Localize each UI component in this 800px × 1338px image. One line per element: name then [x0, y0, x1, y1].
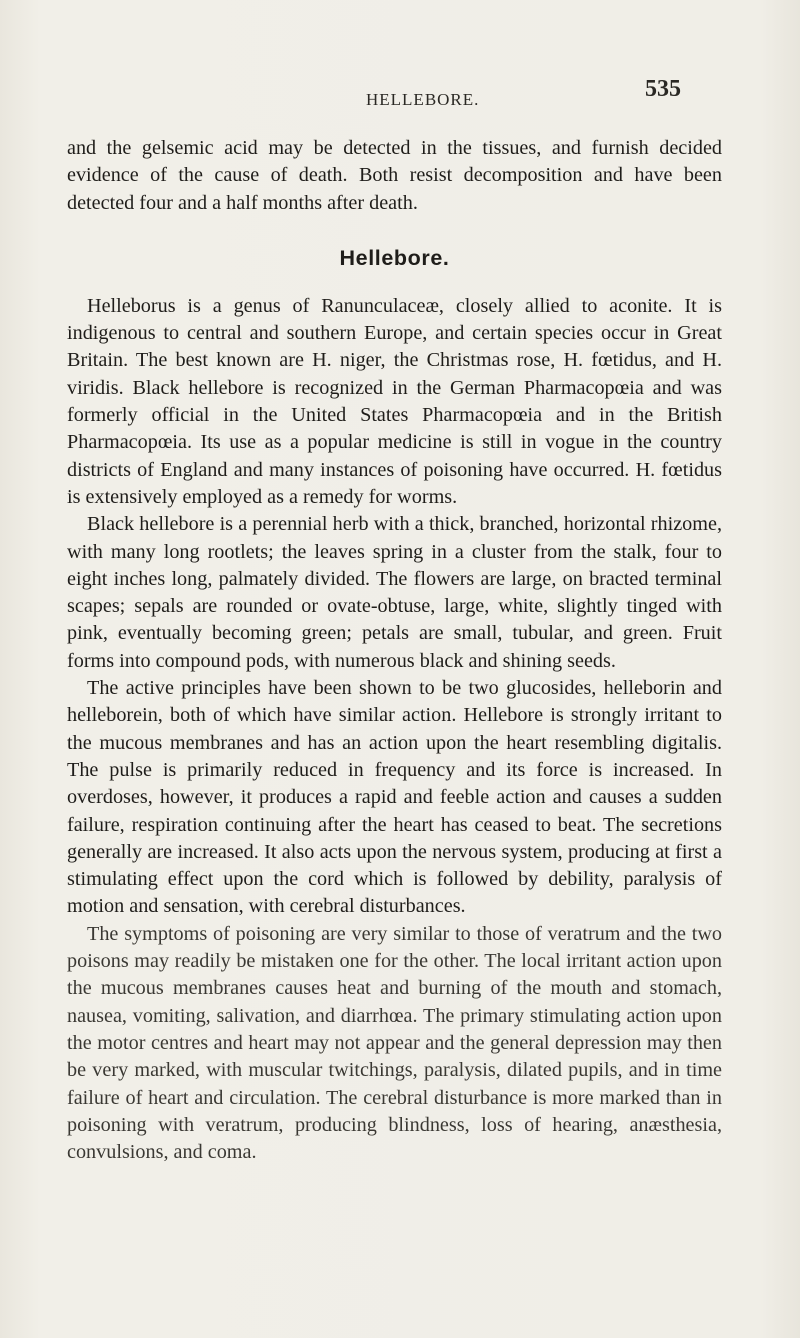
section-heading: Hellebore. — [339, 245, 450, 270]
running-header — [0, 76, 800, 109]
paragraph-genus: Helleborus is a genus of Ranunculaceæ, closely allied to aconite. It is indigenous to central and southern Europe, and certain species occur in Great Britain. The best known are H. niger, the Christmas rose, H. fœtidus, and H. viridis. Black hellebore is recognized in the German Pharmacopœia and was formerly official in the United States Pharmacopœia and in the British Pharmacopœia. Its use as a popular medicine is still in vogue in the country districts of England and many instances of poisoning have occurred. H. fœtidus is extensively employed as a remedy for worms. — [67, 294, 722, 508]
paragraph-description: Black hellebore is a perennial herb with a thick, branched, horizontal rhizome, with many long rootlets; the leaves spring in a cluster from the stalk, four to eight inches long, palmately divided. The flowers are large, on bracted terminal scapes; sepals are rounded or ovate-obtuse, large, white, slightly tinged with pink, eventually becoming green; petals are small, tubular, and green. Fruit forms into compound pods, with numerous black and shining seeds. — [67, 513, 722, 672]
running-title: HELLEBORE. — [366, 90, 480, 109]
page-body — [67, 135, 722, 1166]
paragraph-symptoms: The symptoms of poisoning are very similar to those of veratrum and the two poisons may readily be mistaken one for the other. The local irritant action upon the mucous membranes causes heat and burning of the mouth and stomach, nausea, vomiting, salivation, and diarrhœa. The primary stimulating action upon the motor centres and heart may not appear and the general depression may then be very marked, with muscular twitchings, paralysis, dilated pupils, and in time failure of heart and circulation. The cerebral disturbance is more marked than in poisoning with veratrum, producing blindness, loss of hearing, anæsthesia, convulsions, and coma. — [67, 922, 722, 1164]
paragraph-active-principles: The active principles have been shown to be two glucosides, helleborin and helleborein, both of which have similar action. Hellebore is strongly irritant to the mucous membranes and has an action upon the heart resembling digitalis. The pulse is primarily reduced in frequency and its force is increased. In overdoses, however, it produces a rapid and feeble action and causes a sudden failure, respiration continuing after the heart has ceased to beat. The secretions generally are increased. It also acts upon the nervous system, producing at first a stimulating effect upon the cord which is followed by debility, paralysis of motion and sensation, with cerebral disturbances. — [67, 677, 722, 918]
page-number: 535 — [645, 76, 681, 102]
paragraph-continuation: and the gelsemic acid may be detected in the tissues, and furnish decided evidence of the cause of death. Both resist decomposition and have been detected four and a half months after death. — [67, 137, 722, 214]
